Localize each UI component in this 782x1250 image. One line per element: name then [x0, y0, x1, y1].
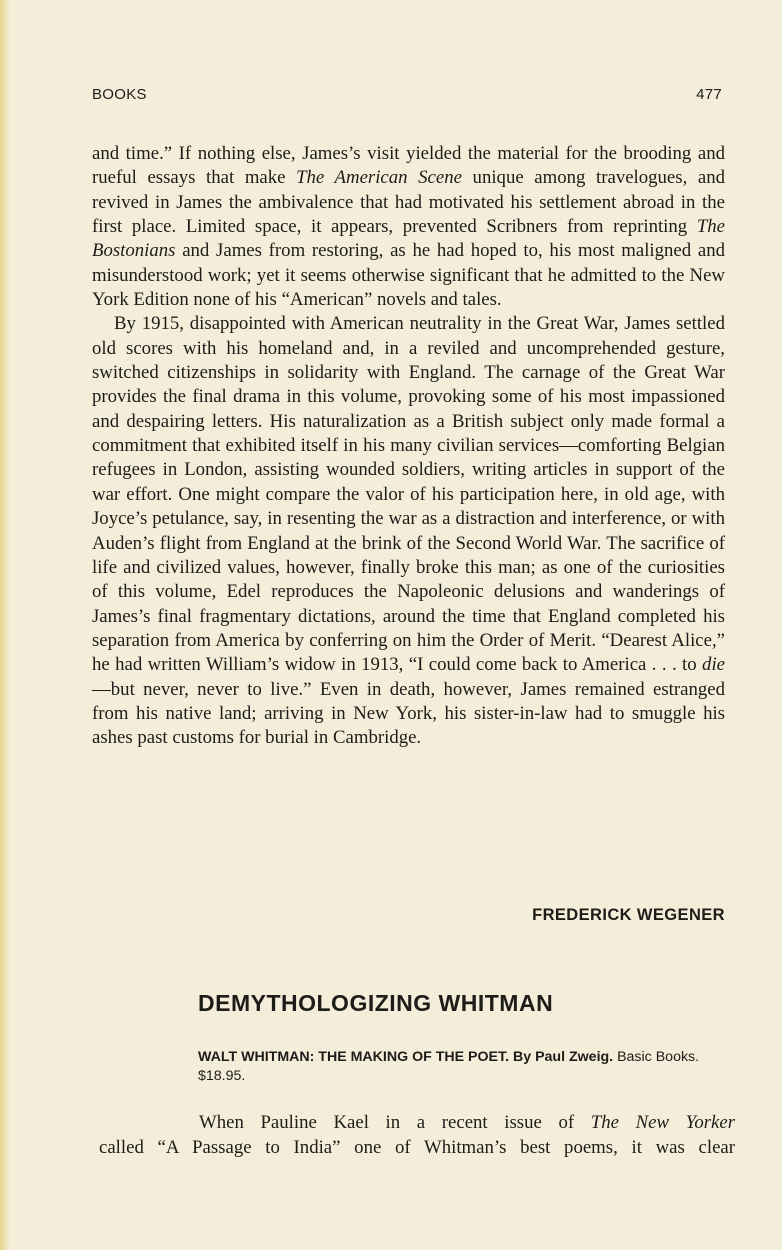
book-title: WALT WHITMAN: THE MAKING OF THE POET. — [198, 1049, 510, 1065]
review-opening — [99, 1111, 735, 1160]
italic-title: The American Scene — [296, 167, 462, 189]
section-title: BOOKS — [92, 86, 147, 103]
page-number: 477 — [696, 86, 722, 103]
magazine-title: The New Yorker — [590, 1112, 736, 1133]
review-body — [92, 142, 725, 751]
body-paragraph-1 — [92, 142, 725, 312]
page-edge — [0, 0, 10, 1250]
opening-text: When Pauline Kael in a recent issue of — [199, 1112, 591, 1133]
book-author: By Paul Zweig. — [513, 1049, 614, 1065]
running-header — [92, 86, 722, 108]
book-publisher: Basic Books. $18.95. — [198, 1049, 700, 1084]
text-run: —but never, never to live.” Even in death, however, James remained estranged from his native land; arriving in New York, his sister-in-law had to smuggle his ashes past customs for burial in Cambridge. — [92, 678, 725, 749]
text-run: and James from restoring, as he had hoped to, his most maligned and misunderstood work; yet it seems otherwise significant that he admitted to the New York Edition none of his “American” novels and tales. — [92, 240, 725, 311]
opening-line-2: called “A Passage to India” one of Whitman’s best poems, it was clear — [99, 1136, 735, 1158]
italic-title: die — [702, 654, 725, 676]
text-run: By 1915, disappointed with American neutrality in the Great War, James settled old scores with his homeland and, in a reviled and uncomprehended gesture, switched citizenships in solidarity with England. The carnage of the Great War provides the final drama in this volume, provoking some of his most impassioned and despairing letters. His naturalization as a British subject only made formal a commitment that exhibited itself in his many civilian services—comforting Belgian refugees in London, assisting wounded soldiers, writing articles in support of the war effort. One might compare the valor of his participation here, in old age, with Joyce’s petulance, say, in resenting the war as a distraction and interference, or with Auden’s flight from England at the brink of the Second World War. The sacrifice of life and civilized values, however, finally broke this man; as one of the curiosities of this volume, Edel reproduces the Napoleonic delusions and wanderings of James’s final fragmentary dictations, around the time that England completed his separation from America by conferring on him the Order of Merit. “Dearest Alice,” he had written William’s widow in 1913, “I could come back to America . . . to — [92, 313, 725, 676]
book-citation — [198, 1048, 728, 1086]
body-paragraph-2 — [92, 312, 725, 750]
text-run: unique among travelogues, and revived in James the ambivalence that had motivated his settlement abroad in the first place. Limited space, it appears, prevented Scribners from reprinting — [92, 167, 725, 238]
opening-line-1 — [99, 1111, 735, 1136]
reviewer-signature: FREDERICK WEGENER — [532, 906, 725, 924]
text-run: and time.” If nothing else, James’s visit yielded the material for the brooding and rueful essays that make — [92, 143, 725, 189]
italic-title: The Bostonians — [92, 216, 725, 262]
review-title: DEMYTHOLOGIZING WHITMAN — [198, 990, 554, 1016]
